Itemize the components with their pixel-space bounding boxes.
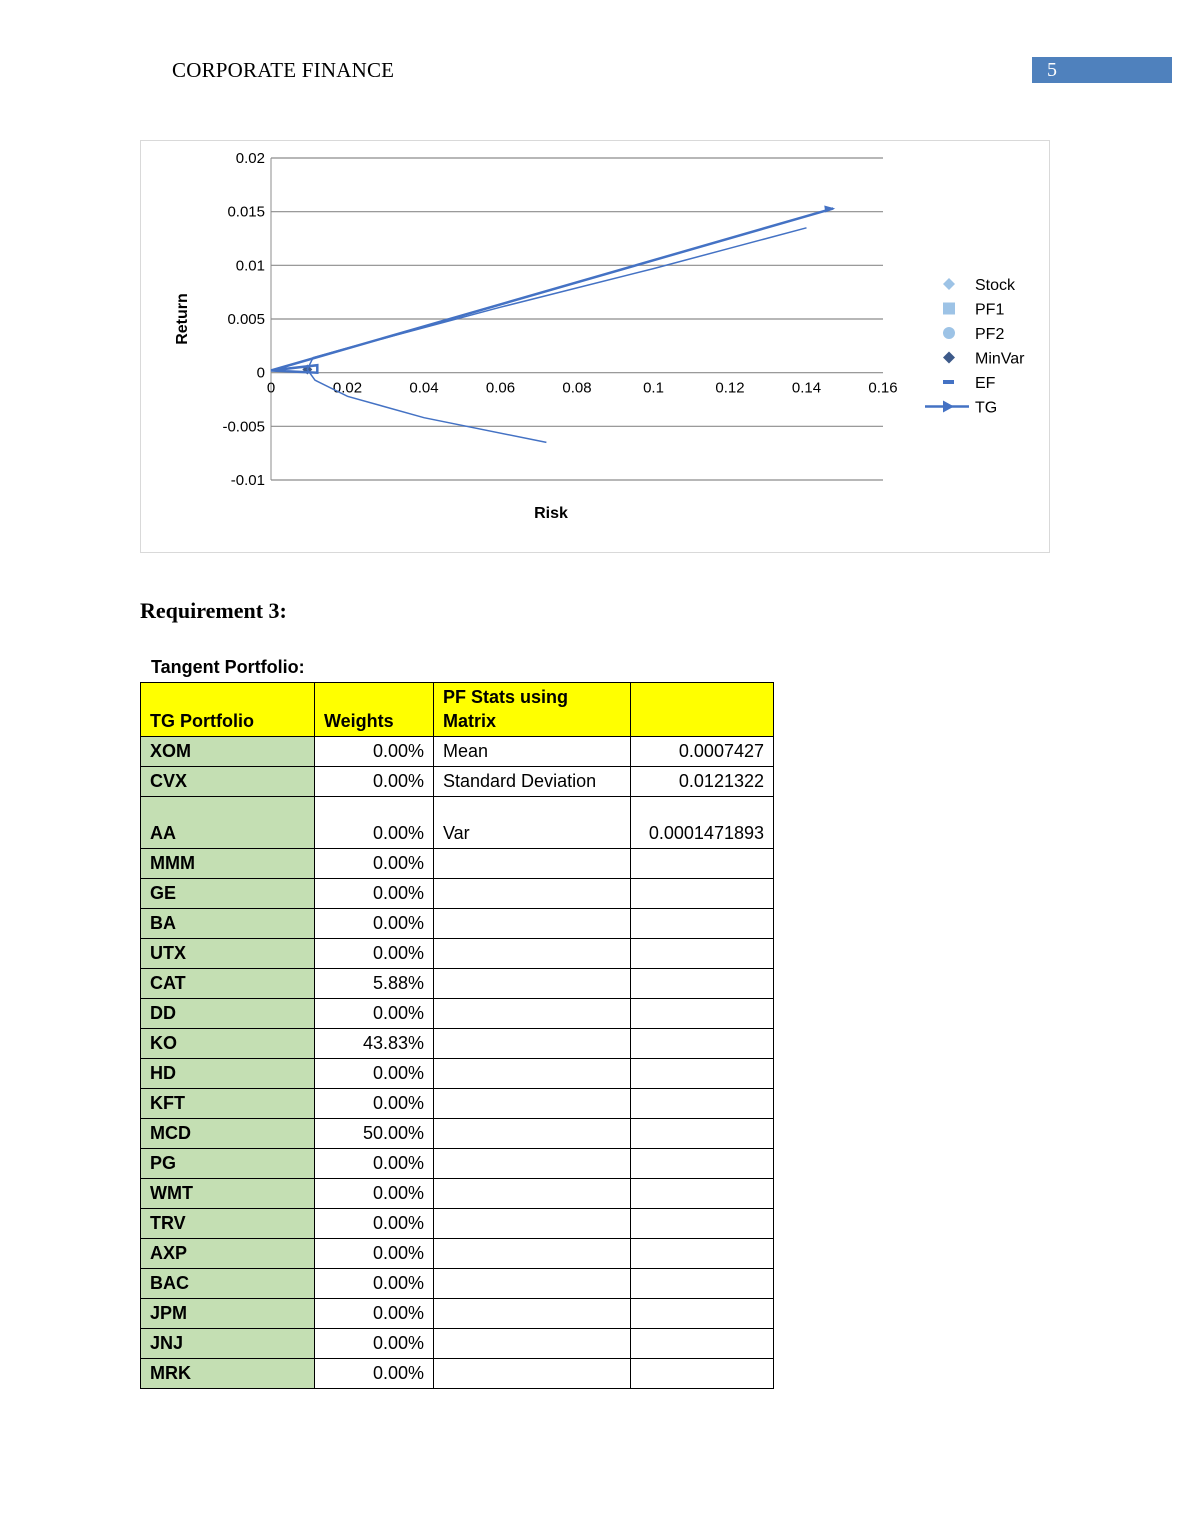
table-row — [141, 939, 774, 969]
empty-cell — [434, 849, 631, 879]
table-row — [141, 1089, 774, 1119]
stat-value-cell: 0.0121322 — [631, 767, 774, 797]
empty-cell — [434, 1329, 631, 1359]
empty-cell — [434, 1209, 631, 1239]
x-tick-label: 0.12 — [715, 379, 745, 397]
empty-cell — [631, 1029, 774, 1059]
empty-cell — [434, 1119, 631, 1149]
weight-cell: 0.00% — [315, 1059, 434, 1089]
table-row — [141, 1059, 774, 1089]
table-row — [141, 1299, 774, 1329]
ticker-cell: WMT — [141, 1179, 315, 1209]
table-row — [141, 797, 774, 849]
empty-cell — [434, 1149, 631, 1179]
weight-cell: 0.00% — [315, 1089, 434, 1119]
weight-cell: 0.00% — [315, 879, 434, 909]
table-row — [141, 1149, 774, 1179]
table-row — [141, 969, 774, 999]
weight-cell: 50.00% — [315, 1119, 434, 1149]
empty-cell — [631, 999, 774, 1029]
stat-value-cell: 0.0007427 — [631, 737, 774, 767]
table-row — [141, 1119, 774, 1149]
ticker-cell: MCD — [141, 1119, 315, 1149]
table-row — [141, 849, 774, 879]
tangent-portfolio-table — [140, 682, 774, 1389]
empty-cell — [631, 1149, 774, 1179]
ticker-cell: CVX — [141, 767, 315, 797]
ticker-cell: KFT — [141, 1089, 315, 1119]
empty-cell — [434, 909, 631, 939]
y-tick-label: 0.005 — [227, 311, 265, 328]
ticker-cell: KO — [141, 1029, 315, 1059]
x-tick-label: 0.14 — [791, 379, 822, 397]
legend-marker-tg — [943, 401, 954, 413]
x-tick-label: 0.08 — [562, 379, 592, 397]
stat-label-cell: Standard Deviation — [434, 767, 631, 797]
empty-cell — [434, 879, 631, 909]
weight-cell: 43.83% — [315, 1029, 434, 1059]
empty-cell — [631, 969, 774, 999]
legend-marker-ef — [943, 380, 954, 384]
weight-cell: 0.00% — [315, 737, 434, 767]
table-row — [141, 1269, 774, 1299]
table-row — [141, 1239, 774, 1269]
table-row — [141, 1329, 774, 1359]
weight-cell: 0.00% — [315, 999, 434, 1029]
y-tick-label: -0.005 — [222, 418, 265, 436]
table-row — [141, 909, 774, 939]
ticker-cell: PG — [141, 1149, 315, 1179]
table-row — [141, 879, 774, 909]
empty-cell — [434, 1179, 631, 1209]
ticker-cell: MMM — [141, 849, 315, 879]
ticker-cell: MRK — [141, 1359, 315, 1389]
empty-cell — [434, 1239, 631, 1269]
table-row — [141, 1029, 774, 1059]
x-axis-title: Risk — [534, 505, 568, 522]
x-tick-label: 0 — [266, 379, 276, 397]
empty-cell — [631, 849, 774, 879]
empty-cell — [631, 1089, 774, 1119]
ticker-cell: JNJ — [141, 1329, 315, 1359]
page-number: 5 — [1032, 57, 1172, 83]
ticker-cell: BAC — [141, 1269, 315, 1299]
stat-label-cell: Var — [434, 797, 631, 849]
legend-marker-pf2 — [943, 327, 955, 339]
header-blank — [631, 683, 774, 737]
x-tick-label: 0.04 — [409, 379, 439, 397]
requirement-heading: Requirement 3: — [140, 598, 287, 623]
chart-canvas — [141, 141, 1049, 552]
empty-cell — [631, 1329, 774, 1359]
legend-label-minvar: MinVar — [975, 350, 1025, 368]
series-ef-line — [307, 228, 806, 443]
header-weights: Weights — [315, 683, 434, 737]
ticker-cell: XOM — [141, 737, 315, 767]
weight-cell: 0.00% — [315, 1359, 434, 1389]
empty-cell — [434, 1359, 631, 1389]
ticker-cell: AXP — [141, 1239, 315, 1269]
y-tick-label: 0 — [256, 364, 265, 382]
stat-label-cell: Mean — [434, 737, 631, 767]
x-tick-label: 0.1 — [643, 379, 664, 397]
weight-cell: 0.00% — [315, 1149, 434, 1179]
table-row — [141, 999, 774, 1029]
empty-cell — [434, 1089, 631, 1119]
weight-cell: 0.00% — [315, 797, 434, 849]
ticker-cell: BA — [141, 909, 315, 939]
ticker-cell: AA — [141, 797, 315, 849]
empty-cell — [631, 1059, 774, 1089]
table-row — [141, 737, 774, 767]
header-tg-portfolio: TG Portfolio — [141, 683, 315, 737]
table-row — [141, 767, 774, 797]
legend-marker-pf1 — [943, 303, 955, 315]
y-tick-label: 0.015 — [227, 203, 265, 221]
weight-cell: 0.00% — [315, 849, 434, 879]
x-tick-label: 0.16 — [868, 379, 898, 397]
empty-cell — [434, 1029, 631, 1059]
ticker-cell: CAT — [141, 969, 315, 999]
table-row — [141, 1209, 774, 1239]
ticker-cell: JPM — [141, 1299, 315, 1329]
legend-marker-minvar — [943, 352, 955, 364]
table-row — [141, 1359, 774, 1389]
empty-cell — [631, 1359, 774, 1389]
empty-cell — [434, 999, 631, 1029]
legend-label-pf1: PF1 — [975, 301, 1005, 319]
empty-cell — [631, 1269, 774, 1299]
weight-cell: 5.88% — [315, 969, 434, 999]
x-tick-label: 0.02 — [332, 379, 363, 397]
empty-cell — [434, 969, 631, 999]
ticker-cell: GE — [141, 879, 315, 909]
empty-cell — [631, 879, 774, 909]
weight-cell: 0.00% — [315, 909, 434, 939]
y-tick-label: 0.02 — [235, 150, 265, 167]
table-header-row — [141, 683, 774, 737]
x-tick-label: 0.06 — [485, 379, 516, 397]
empty-cell — [434, 939, 631, 969]
y-tick-label: 0.01 — [235, 257, 265, 275]
y-tick-label: -0.01 — [230, 472, 265, 489]
running-head-title: CORPORATE FINANCE — [172, 58, 395, 82]
empty-cell — [631, 1119, 774, 1149]
ticker-cell: UTX — [141, 939, 315, 969]
legend-label-tg: TG — [975, 399, 998, 417]
weight-cell: 0.00% — [315, 1329, 434, 1359]
empty-cell — [434, 1059, 631, 1089]
stat-value-cell: 0.0001471893 — [631, 797, 774, 849]
empty-cell — [631, 1239, 774, 1269]
series-tg-line — [271, 208, 833, 372]
ticker-cell: DD — [141, 999, 315, 1029]
empty-cell — [631, 1209, 774, 1239]
weight-cell: 0.00% — [315, 939, 434, 969]
legend-label-ef: EF — [975, 375, 996, 392]
empty-cell — [434, 1269, 631, 1299]
empty-cell — [434, 1299, 631, 1329]
weight-cell: 0.00% — [315, 1299, 434, 1329]
weight-cell: 0.00% — [315, 1209, 434, 1239]
ticker-cell: HD — [141, 1059, 315, 1089]
weight-cell: 0.00% — [315, 1239, 434, 1269]
header-pf-stats: PF Stats using Matrix — [434, 683, 631, 737]
y-axis-title: Return — [174, 293, 191, 345]
weight-cell: 0.00% — [315, 767, 434, 797]
empty-cell — [631, 1179, 774, 1209]
empty-cell — [631, 939, 774, 969]
risk-return-chart — [140, 140, 1050, 553]
table-row — [141, 1179, 774, 1209]
legend-label-pf2: PF2 — [975, 326, 1005, 343]
legend-label-stock: Stock — [975, 277, 1016, 294]
table-caption: Tangent Portfolio: — [151, 657, 305, 677]
weight-cell: 0.00% — [315, 1269, 434, 1299]
empty-cell — [631, 1299, 774, 1329]
legend-marker-stock — [943, 278, 955, 290]
weight-cell: 0.00% — [315, 1179, 434, 1209]
ticker-cell: TRV — [141, 1209, 315, 1239]
empty-cell — [631, 909, 774, 939]
